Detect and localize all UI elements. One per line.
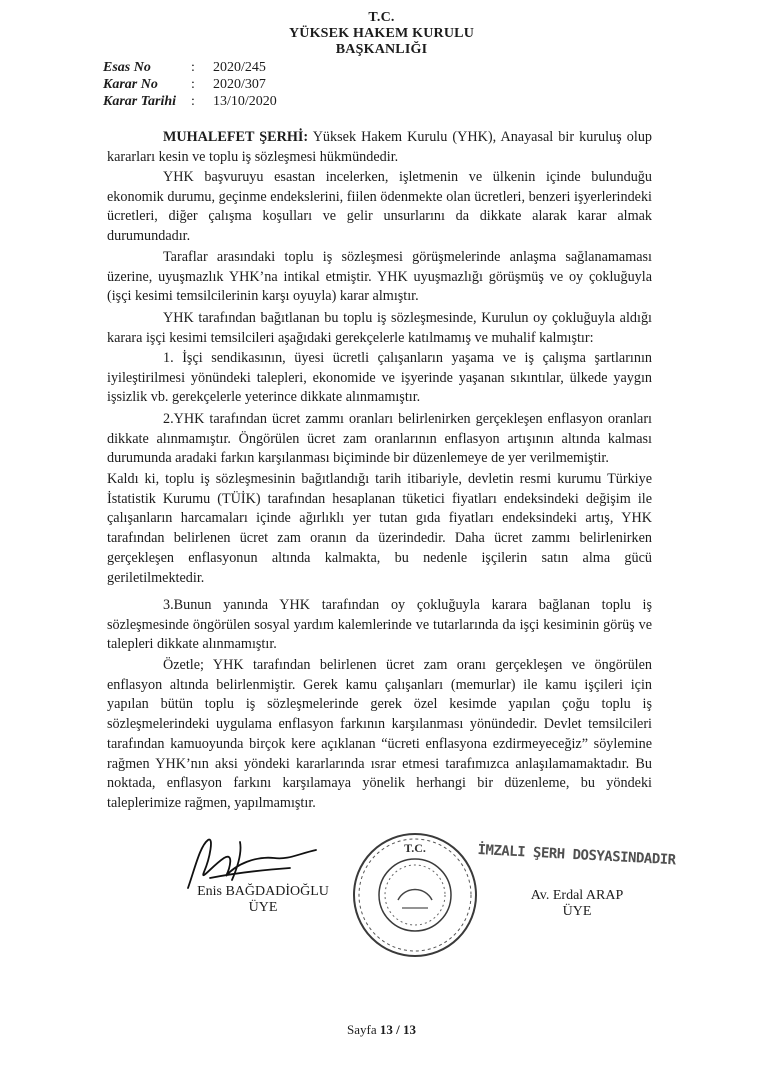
signatory-name: Av. Erdal ARAP [530, 888, 624, 903]
official-seal [350, 830, 480, 960]
signature-block-left [178, 884, 348, 916]
meta-esas-row: Esas No : 2020/245 [103, 60, 266, 75]
paragraph-5: Kaldı ki, toplu iş sözleşmesinin bağıtlandığı tarih itibariyle, devletin resmi kurumu Türkiye İstatistik Kurumu (TÜİK) tarafından hesaplanan tüketici fiyatları endeksindeki değişim ile çalışanların harcamaları içinde ağırlıklı yer tutan gıda fiyatları endeksindeki artış, YHK tarafından belirlenen ücret zam oranın da üzerindedir. Daha ücret zammı belirlenirken gerçekleşen enflasyonun altında kalmakta, bu nedenle işçilerin satın alma gücü geriletilmektedir. [107, 471, 652, 586]
meta-value: 13/10/2020 [213, 94, 277, 109]
meta-value: 2020/307 [213, 77, 266, 92]
paragraph-item-1: 1. İşçi sendikasının, üyesi ücretli çalışanların yaşama ve iş çalışma şartlarının iyileştirilmesi yönündeki talepleri, ekonomide ve işyerinde yaşanan sıkıntılar, ülkede yaygın işsizlik vb. gerekçelerle yeterince dikkate alınmamıştır. [107, 350, 652, 406]
header-line-presidency: BAŞKANLIĞI [335, 42, 428, 57]
paragraph-2: YHK başvuruyu esastan incelerken, işletmenin ve ülkenin içinde bulunduğu ekonomik durumu, geçinme endekslerini, fiilen ödenmekte olan ücretleri, benzeri işyerlerindeki ücretleri, diğer çalışma koşulları ve gelir unsurlarını da dikkate alarak karar almak durumundadır. [107, 169, 652, 245]
signatory-title: ÜYE [248, 900, 278, 915]
paragraph-item-3: 3.Bunun yanında YHK tarafından oy çokluğuyla karara bağlanan toplu iş sözleşmesinde öngörülen sosyal yardım kalemlerinde ve tutarlarında da işçi kesiminin görüş ve talepleri dikkate alınmamıştır. [107, 597, 652, 653]
signatory-name: Enis BAĞDADİOĞLU [197, 884, 329, 899]
meta-label: Karar No [103, 77, 158, 92]
page-number [0, 1022, 763, 1038]
meta-karar-row: Karar No : 2020/307 [103, 77, 266, 92]
seal-text: T.C. [404, 841, 426, 855]
signature-block-right [502, 888, 652, 920]
paragraph-3: Taraflar arasındaki toplu iş sözleşmesi görüşmelerinde anlaşma sağlanamaması üzerine, uyuşmazlık YHK’na intikal etmiştir. YHK uyuşmazlığı görüşmüş ve oy çokluğuyla (işçi kesimi temsilcilerinin karşı oyuyla) karar almıştır. [107, 249, 652, 305]
dissent-heading: MUHALEFET ŞERHİ: [163, 129, 309, 145]
header-line-institution: YÜKSEK HAKEM KURULU [288, 26, 475, 41]
meta-label: Karar Tarihi [103, 94, 177, 109]
header-line-tc: T.C. [368, 10, 395, 25]
paragraph-4: YHK tarafından bağıtlanan bu toplu iş sözleşmesinde, Kurulun oy çokluğuyla aldığı karara işçi kesimi temsilcileri aşağıdaki gerekçelerle katılmamış ve muhalif kalmıştır: [107, 310, 652, 346]
stamp-signed-dissent-on-file: İMZALI ŞERH DOSYASINDADIR [477, 842, 676, 869]
meta-label: Esas No [103, 60, 151, 75]
paragraph-intro-text: Yüksek Hakem Kurulu (YHK), Anayasal bir kuruluş olup kararları kesin ve toplu iş sözleşmesi hükmündedir. [107, 129, 653, 165]
paragraph-item-2: 2.YHK tarafından ücret zammı oranları belirlenirken gerçekleşen enflasyon oranları dikkate alınmamıştır. Öngörülen ücret zam oranlarının enflasyon artışının altında kalması durumunda aradaki farkın karşılanması biçiminde bir düzenlemeye de yer verilmemiştir. [107, 411, 652, 467]
signatory-title: ÜYE [562, 904, 592, 919]
page-number-value: 13 / 13 [379, 1022, 416, 1037]
meta-value: 2020/245 [213, 60, 266, 75]
page-number-prefix: Sayfa [347, 1022, 380, 1037]
paragraph-summary: Özetle; YHK tarafından belirlenen ücret zam oranı gerçekleşen ve öngörülen enflasyon altında belirlenmiştir. Gerek kamu çalışanları (memurlar) ile kamu işçileri için yapılan bütün toplu iş sözleşmelerinde gerek özel kesimde yapılan çoğu toplu iş sözleşmelerindeki uygulama enflasyon farkının karşılanması yönündedir. Devlet temsilcileri tarafından kamuoyunda birçok kere açıklanan “ücreti enflasyona ezdirmeyeceğiz” söylemine rağmen YHK’nın aksi yöndeki kararlarında ısrar etmesi tarafımızca anlaşılamamaktadır. Bu noktada, enflasyon farkını karşılamaya yönelik herhangi bir düzenleme, bu yöndeki taleplerimize rağmen, yapılmamıştır. [107, 657, 652, 811]
paragraph-intro [107, 128, 652, 167]
meta-tarih-row: Karar Tarihi : 13/10/2020 [103, 94, 277, 109]
